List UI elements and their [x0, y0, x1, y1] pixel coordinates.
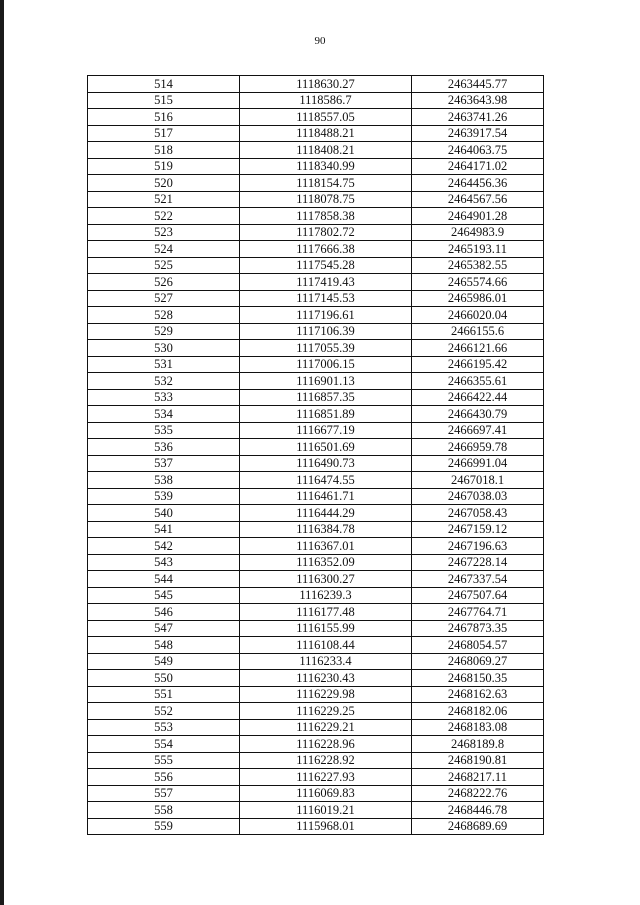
- point-id-cell: 521: [88, 191, 240, 208]
- y-coordinate-cell: 2468054.57: [412, 637, 544, 654]
- table-row: [88, 703, 544, 720]
- y-coordinate-cell: 2468162.63: [412, 686, 544, 703]
- point-id-cell: 550: [88, 670, 240, 687]
- point-id-cell: 527: [88, 290, 240, 307]
- table-row: [88, 191, 544, 208]
- x-coordinate-cell: 1116229.21: [240, 719, 412, 736]
- point-id-cell: 531: [88, 356, 240, 373]
- point-id-cell: 524: [88, 241, 240, 258]
- y-coordinate-cell: 2466991.04: [412, 455, 544, 472]
- y-coordinate-cell: 2466155.6: [412, 323, 544, 340]
- x-coordinate-cell: 1118586.7: [240, 92, 412, 109]
- table-row: [88, 802, 544, 819]
- x-coordinate-cell: 1117858.38: [240, 208, 412, 225]
- y-coordinate-cell: 2466959.78: [412, 439, 544, 456]
- table-row: [88, 422, 544, 439]
- table-row: [88, 670, 544, 687]
- table-row: [88, 439, 544, 456]
- y-coordinate-cell: 2464171.02: [412, 158, 544, 175]
- table-row: [88, 389, 544, 406]
- point-id-cell: 536: [88, 439, 240, 456]
- page-edge-shadow: [0, 0, 4, 905]
- y-coordinate-cell: 2467196.63: [412, 538, 544, 555]
- point-id-cell: 543: [88, 554, 240, 571]
- y-coordinate-cell: 2465574.66: [412, 274, 544, 291]
- y-coordinate-cell: 2466422.44: [412, 389, 544, 406]
- table-row: [88, 224, 544, 241]
- table-row: [88, 340, 544, 357]
- y-coordinate-cell: 2464901.28: [412, 208, 544, 225]
- table-row: [88, 406, 544, 423]
- y-coordinate-cell: 2467228.14: [412, 554, 544, 571]
- x-coordinate-cell: 1116019.21: [240, 802, 412, 819]
- table-row: [88, 554, 544, 571]
- x-coordinate-cell: 1118630.27: [240, 76, 412, 93]
- point-id-cell: 551: [88, 686, 240, 703]
- x-coordinate-cell: 1116229.25: [240, 703, 412, 720]
- x-coordinate-cell: 1115968.01: [240, 818, 412, 835]
- y-coordinate-cell: 2466121.66: [412, 340, 544, 357]
- point-id-cell: 554: [88, 736, 240, 753]
- point-id-cell: 553: [88, 719, 240, 736]
- x-coordinate-cell: 1116501.69: [240, 439, 412, 456]
- table-row: [88, 686, 544, 703]
- table-row: [88, 158, 544, 175]
- table-row: [88, 637, 544, 654]
- table-row: [88, 175, 544, 192]
- x-coordinate-cell: 1116367.01: [240, 538, 412, 555]
- x-coordinate-cell: 1117106.39: [240, 323, 412, 340]
- point-id-cell: 533: [88, 389, 240, 406]
- point-id-cell: 545: [88, 587, 240, 604]
- y-coordinate-cell: 2468150.35: [412, 670, 544, 687]
- x-coordinate-cell: 1116352.09: [240, 554, 412, 571]
- table-row: [88, 736, 544, 753]
- y-coordinate-cell: 2468182.06: [412, 703, 544, 720]
- y-coordinate-cell: 2467873.35: [412, 620, 544, 637]
- table-row: [88, 587, 544, 604]
- point-id-cell: 557: [88, 785, 240, 802]
- point-id-cell: 555: [88, 752, 240, 769]
- point-id-cell: 514: [88, 76, 240, 93]
- y-coordinate-cell: 2467507.64: [412, 587, 544, 604]
- point-id-cell: 520: [88, 175, 240, 192]
- y-coordinate-cell: 2468222.76: [412, 785, 544, 802]
- y-coordinate-cell: 2466697.41: [412, 422, 544, 439]
- x-coordinate-cell: 1116300.27: [240, 571, 412, 588]
- point-id-cell: 558: [88, 802, 240, 819]
- table-row: [88, 356, 544, 373]
- y-coordinate-cell: 2467764.71: [412, 604, 544, 621]
- point-id-cell: 517: [88, 125, 240, 142]
- y-coordinate-cell: 2465382.55: [412, 257, 544, 274]
- y-coordinate-cell: 2466355.61: [412, 373, 544, 390]
- table-row: [88, 818, 544, 835]
- table-row: [88, 719, 544, 736]
- x-coordinate-cell: 1116239.3: [240, 587, 412, 604]
- x-coordinate-cell: 1117419.43: [240, 274, 412, 291]
- x-coordinate-cell: 1117145.53: [240, 290, 412, 307]
- table-row: [88, 241, 544, 258]
- point-id-cell: 559: [88, 818, 240, 835]
- y-coordinate-cell: 2467337.54: [412, 571, 544, 588]
- point-id-cell: 542: [88, 538, 240, 555]
- x-coordinate-cell: 1117006.15: [240, 356, 412, 373]
- y-coordinate-cell: 2465986.01: [412, 290, 544, 307]
- x-coordinate-cell: 1116474.55: [240, 472, 412, 489]
- y-coordinate-cell: 2468190.81: [412, 752, 544, 769]
- table-row: [88, 290, 544, 307]
- point-id-cell: 548: [88, 637, 240, 654]
- table-row: [88, 488, 544, 505]
- y-coordinate-cell: 2463741.26: [412, 109, 544, 126]
- x-coordinate-cell: 1116229.98: [240, 686, 412, 703]
- table-row: [88, 125, 544, 142]
- x-coordinate-cell: 1118557.05: [240, 109, 412, 126]
- table-row: [88, 653, 544, 670]
- x-coordinate-cell: 1116230.43: [240, 670, 412, 687]
- point-id-cell: 556: [88, 769, 240, 786]
- table-row: [88, 373, 544, 390]
- table-row: [88, 455, 544, 472]
- point-id-cell: 552: [88, 703, 240, 720]
- y-coordinate-cell: 2467159.12: [412, 521, 544, 538]
- y-coordinate-cell: 2468189.8: [412, 736, 544, 753]
- y-coordinate-cell: 2468069.27: [412, 653, 544, 670]
- x-coordinate-cell: 1116444.29: [240, 505, 412, 522]
- table-row: [88, 571, 544, 588]
- point-id-cell: 534: [88, 406, 240, 423]
- y-coordinate-cell: 2464456.36: [412, 175, 544, 192]
- x-coordinate-cell: 1118078.75: [240, 191, 412, 208]
- table-row: [88, 752, 544, 769]
- point-id-cell: 523: [88, 224, 240, 241]
- table-row: [88, 142, 544, 159]
- x-coordinate-cell: 1117545.28: [240, 257, 412, 274]
- y-coordinate-cell: 2466430.79: [412, 406, 544, 423]
- coordinates-table-body: [88, 76, 544, 835]
- x-coordinate-cell: 1116384.78: [240, 521, 412, 538]
- x-coordinate-cell: 1117196.61: [240, 307, 412, 324]
- x-coordinate-cell: 1116857.35: [240, 389, 412, 406]
- point-id-cell: 544: [88, 571, 240, 588]
- x-coordinate-cell: 1116069.83: [240, 785, 412, 802]
- table-row: [88, 257, 544, 274]
- x-coordinate-cell: 1116155.99: [240, 620, 412, 637]
- y-coordinate-cell: 2467018.1: [412, 472, 544, 489]
- y-coordinate-cell: 2468217.11: [412, 769, 544, 786]
- y-coordinate-cell: 2463445.77: [412, 76, 544, 93]
- table-row: [88, 785, 544, 802]
- point-id-cell: 522: [88, 208, 240, 225]
- x-coordinate-cell: 1116228.96: [240, 736, 412, 753]
- y-coordinate-cell: 2467038.03: [412, 488, 544, 505]
- y-coordinate-cell: 2465193.11: [412, 241, 544, 258]
- y-coordinate-cell: 2468446.78: [412, 802, 544, 819]
- x-coordinate-cell: 1116233.4: [240, 653, 412, 670]
- point-id-cell: 539: [88, 488, 240, 505]
- point-id-cell: 546: [88, 604, 240, 621]
- y-coordinate-cell: 2466020.04: [412, 307, 544, 324]
- y-coordinate-cell: 2468689.69: [412, 818, 544, 835]
- table-row: [88, 208, 544, 225]
- table-row: [88, 620, 544, 637]
- table-row: [88, 92, 544, 109]
- point-id-cell: 537: [88, 455, 240, 472]
- table-row: [88, 538, 544, 555]
- x-coordinate-cell: 1117802.72: [240, 224, 412, 241]
- table-row: [88, 274, 544, 291]
- x-coordinate-cell: 1116677.19: [240, 422, 412, 439]
- point-id-cell: 526: [88, 274, 240, 291]
- y-coordinate-cell: 2463643.98: [412, 92, 544, 109]
- x-coordinate-cell: 1116228.92: [240, 752, 412, 769]
- x-coordinate-cell: 1118488.21: [240, 125, 412, 142]
- point-id-cell: 519: [88, 158, 240, 175]
- y-coordinate-cell: 2464063.75: [412, 142, 544, 159]
- point-id-cell: 530: [88, 340, 240, 357]
- page-number: 90: [314, 35, 326, 47]
- point-id-cell: 535: [88, 422, 240, 439]
- point-id-cell: 528: [88, 307, 240, 324]
- x-coordinate-cell: 1116851.89: [240, 406, 412, 423]
- point-id-cell: 529: [88, 323, 240, 340]
- y-coordinate-cell: 2466195.42: [412, 356, 544, 373]
- x-coordinate-cell: 1118408.21: [240, 142, 412, 159]
- x-coordinate-cell: 1116177.48: [240, 604, 412, 621]
- point-id-cell: 541: [88, 521, 240, 538]
- point-id-cell: 549: [88, 653, 240, 670]
- table-row: [88, 76, 544, 93]
- table-row: [88, 505, 544, 522]
- x-coordinate-cell: 1117666.38: [240, 241, 412, 258]
- y-coordinate-cell: 2464983.9: [412, 224, 544, 241]
- y-coordinate-cell: 2467058.43: [412, 505, 544, 522]
- x-coordinate-cell: 1116227.93: [240, 769, 412, 786]
- point-id-cell: 518: [88, 142, 240, 159]
- point-id-cell: 516: [88, 109, 240, 126]
- y-coordinate-cell: 2464567.56: [412, 191, 544, 208]
- table-row: [88, 604, 544, 621]
- x-coordinate-cell: 1118340.99: [240, 158, 412, 175]
- y-coordinate-cell: 2463917.54: [412, 125, 544, 142]
- point-id-cell: 540: [88, 505, 240, 522]
- point-id-cell: 525: [88, 257, 240, 274]
- x-coordinate-cell: 1118154.75: [240, 175, 412, 192]
- table-row: [88, 307, 544, 324]
- x-coordinate-cell: 1116490.73: [240, 455, 412, 472]
- table-row: [88, 323, 544, 340]
- table-row: [88, 472, 544, 489]
- table-row: [88, 521, 544, 538]
- x-coordinate-cell: 1116461.71: [240, 488, 412, 505]
- coordinates-table: [87, 75, 544, 835]
- x-coordinate-cell: 1117055.39: [240, 340, 412, 357]
- point-id-cell: 532: [88, 373, 240, 390]
- x-coordinate-cell: 1116901.13: [240, 373, 412, 390]
- table-row: [88, 769, 544, 786]
- y-coordinate-cell: 2468183.08: [412, 719, 544, 736]
- point-id-cell: 538: [88, 472, 240, 489]
- x-coordinate-cell: 1116108.44: [240, 637, 412, 654]
- point-id-cell: 547: [88, 620, 240, 637]
- point-id-cell: 515: [88, 92, 240, 109]
- table-row: [88, 109, 544, 126]
